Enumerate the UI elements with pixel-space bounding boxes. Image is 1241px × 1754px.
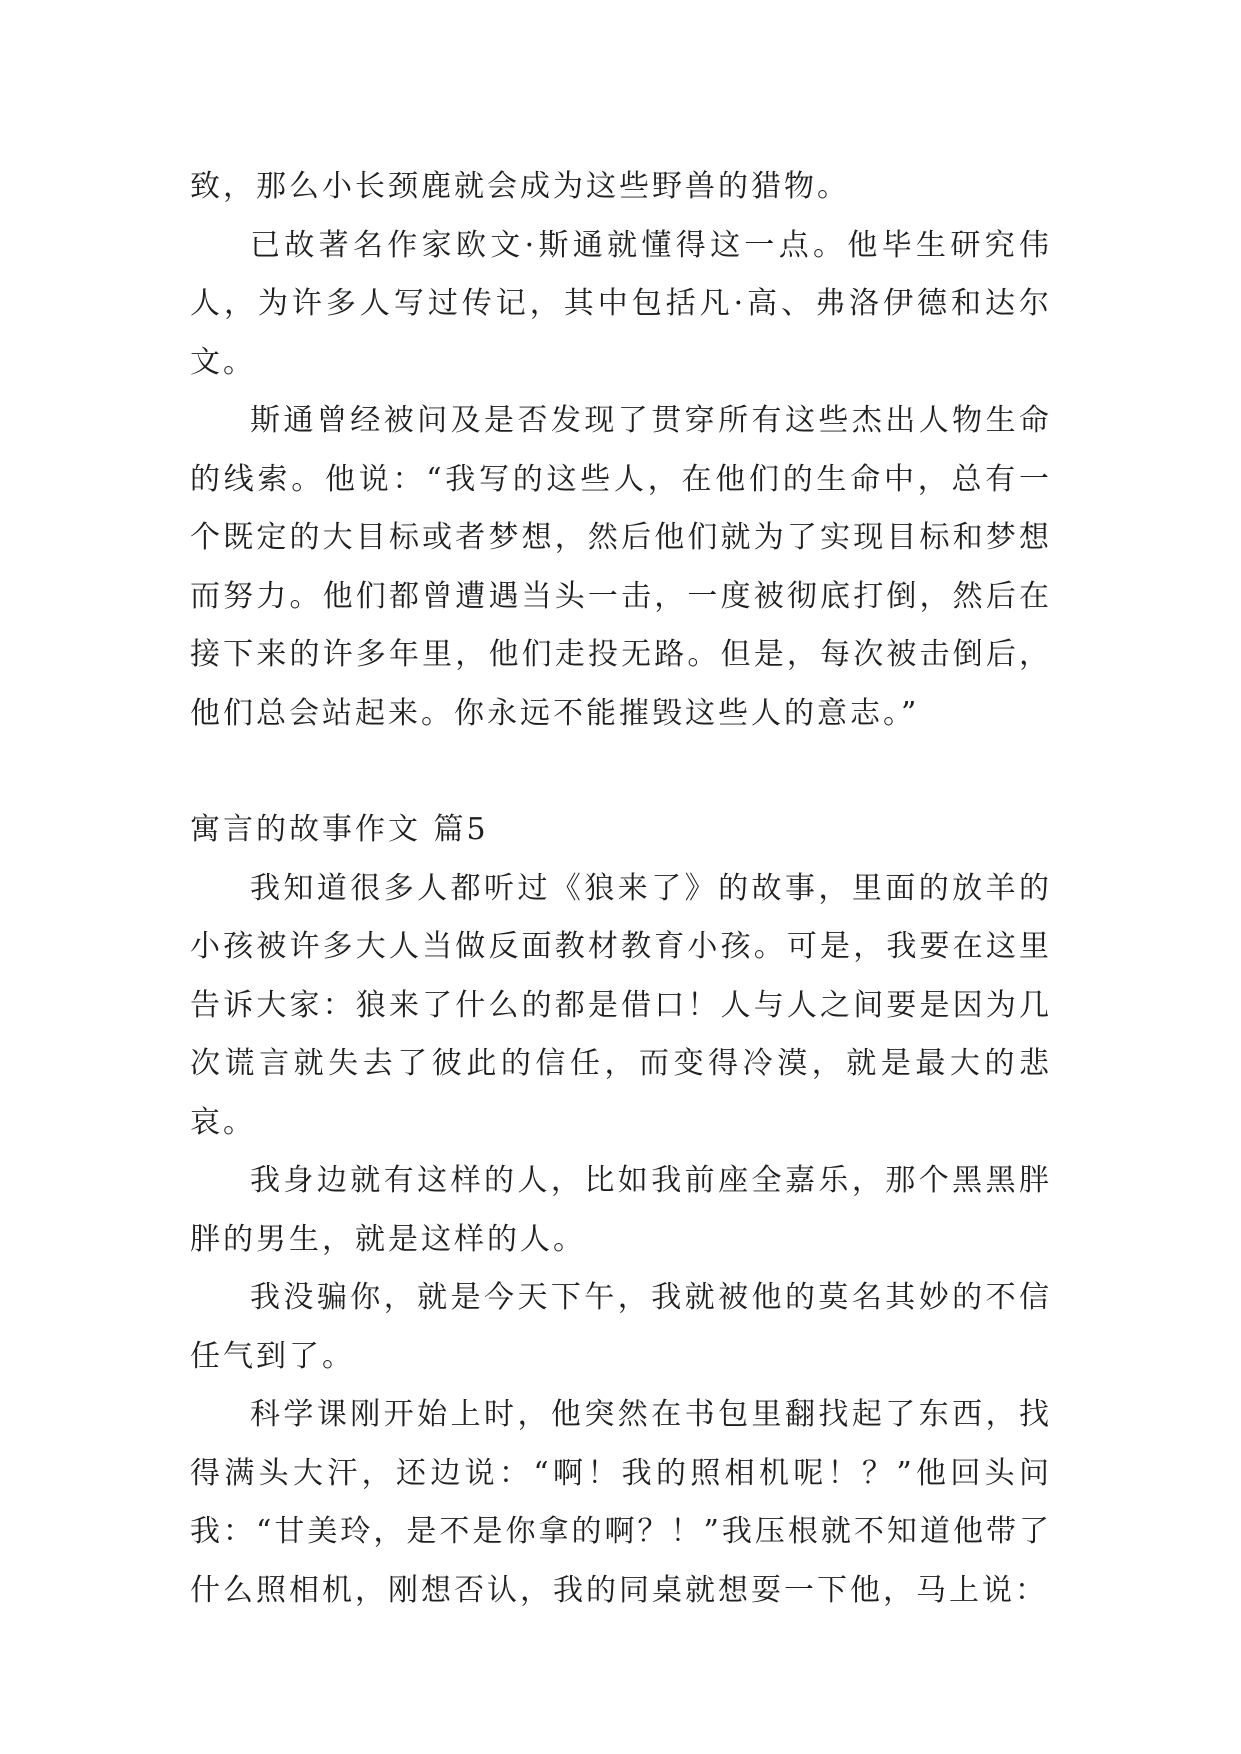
paragraph-continued: 致，那么小长颈鹿就会成为这些野兽的猎物。 xyxy=(190,169,850,204)
paragraph: 科学课刚开始上时，他突然在书包里翻找起了东西，找得满头大汗，还边说：“啊！我的照相机呢！？”他回头问我：“甘美玲，是不是你拿的啊？！”我压根就不知道他带了什么照相机，刚想否认，我的同桌就想耍一下他，马上说： xyxy=(190,1397,1052,1608)
paragraph: 我没骗你，就是今天下午，我就被他的莫名其妙的不信任气到了。 xyxy=(190,1280,1052,1374)
document-body xyxy=(190,158,1052,1620)
paragraph: 已故著名作家欧文·斯通就懂得这一点。他毕生研究伟人，为许多人写过传记，其中包括凡·高、弗洛伊德和达尔文。 xyxy=(190,227,1052,380)
section-heading-title: 寓言的故事作文 xyxy=(190,812,421,847)
paragraph: 我身边就有这样的人，比如我前座全嘉乐，那个黑黑胖胖的男生，就是这样的人。 xyxy=(190,1163,1052,1257)
paragraph: 斯通曾经被问及是否发现了贯穿所有这些杰出人物生命的线索。他说：“我写的这些人，在他们的生命中，总有一个既定的大目标或者梦想，然后他们就为了实现目标和梦想而努力。他们都曾遭遇当头一击，一度被彻底打倒，然后在接下来的许多年里，他们走投无路。但是，每次被击倒后，他们总会站起来。你永远不能摧毁这些人的意志。” xyxy=(190,403,1052,731)
paragraph: 我知道很多人都听过《狼来了》的故事，里面的放羊的小孩被许多大人当做反面教材教育小孩。可是，我要在这里告诉大家：狼来了什么的都是借口！人与人之间要是因为几次谎言就失去了彼此的信任，而变得冷漠，就是最大的悲哀。 xyxy=(190,870,1052,1140)
section-heading-number: 5 xyxy=(466,812,486,847)
section-heading xyxy=(190,801,1052,860)
section-heading-label: 篇 xyxy=(433,812,467,847)
